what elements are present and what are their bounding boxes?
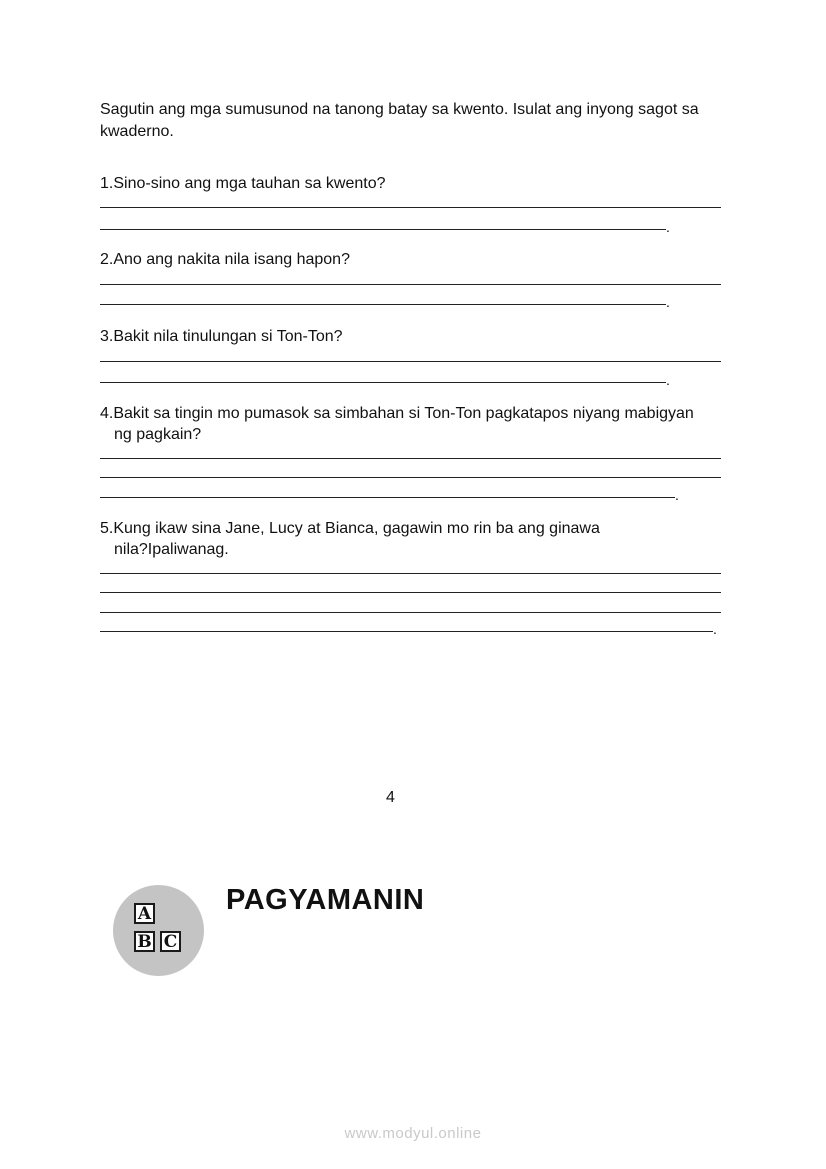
answer-line <box>100 573 721 574</box>
question-4-text: 4.Bakit sa tingin mo pumasok sa simbahan si Ton-Ton pagkatapos niyang mabigyan <box>100 405 694 422</box>
question-1 <box>100 173 725 194</box>
answer-period: . <box>713 621 717 637</box>
question-4-continuation: ng pagkain? <box>114 426 202 443</box>
section-title: PAGYAMANIN <box>226 884 425 916</box>
answer-line <box>100 477 721 478</box>
answer-line <box>100 229 666 230</box>
answer-period: . <box>666 219 670 235</box>
question-4 <box>100 403 725 445</box>
question-2 <box>100 249 725 270</box>
watermark: www.modyul.online <box>344 1125 482 1142</box>
answer-period: . <box>675 487 679 503</box>
question-5-text: 5.Kung ikaw sina Jane, Lucy at Bianca, gagawin mo rin ba ang ginawa <box>100 520 600 537</box>
answer-line <box>100 361 721 362</box>
answer-line <box>100 284 721 285</box>
answer-period: . <box>666 294 670 310</box>
page-number: 4 <box>386 789 395 806</box>
question-2-text: 2.Ano ang nakita nila isang hapon? <box>100 251 350 268</box>
answer-line <box>100 592 721 593</box>
answer-line <box>100 304 666 305</box>
question-1-text: 1.Sino-sino ang mga tauhan sa kwento? <box>100 175 386 192</box>
answer-line <box>100 382 666 383</box>
abc-blocks-icon <box>113 885 204 976</box>
question-3-text: 3.Bakit nila tinulungan si Ton-Ton? <box>100 328 343 345</box>
answer-line <box>100 497 675 498</box>
answer-line <box>100 631 713 632</box>
answer-period: . <box>666 372 670 388</box>
block-c: C <box>160 931 181 952</box>
question-5-continuation: nila?Ipaliwanag. <box>114 541 229 558</box>
block-b: B <box>134 931 155 952</box>
block-a: A <box>134 903 155 924</box>
answer-line <box>100 458 721 459</box>
answer-line <box>100 207 721 208</box>
answer-line <box>100 612 721 613</box>
question-5 <box>100 518 725 560</box>
instructions-text: Sagutin ang mga sumusunod na tanong batay sa kwento. Isulat ang inyong sagot sa kwaderno. <box>100 101 699 140</box>
question-3 <box>100 326 725 347</box>
